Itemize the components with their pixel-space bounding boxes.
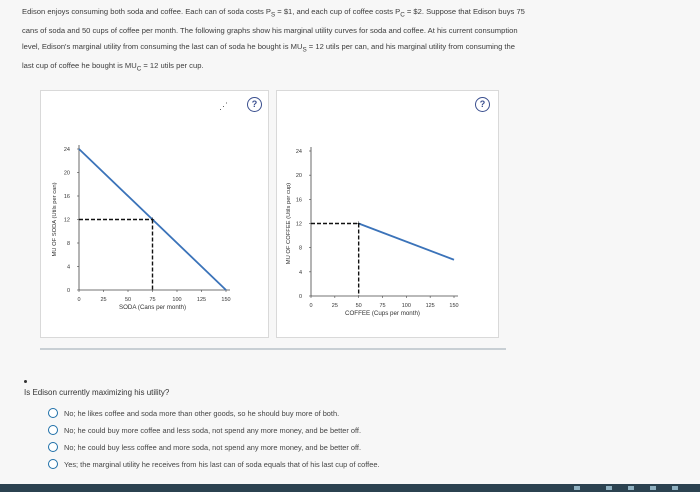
problem-line-3: level, Edison's marginal utility from consuming the last can of soda he bought is $MU_S = 12$ utils per can, and his marginal utility from consuming the	[22, 41, 515, 54]
question-text: Is Edison currently maximizing his utility?	[24, 388, 170, 397]
y-axis-label: MU OF SODA (Utils per can)	[52, 182, 58, 257]
y-tick-label: 4	[298, 269, 302, 276]
x-tick-label: 125	[196, 297, 207, 303]
answer-option-label: Yes; the marginal utility he receives from his last can of soda equals that of his last cup of coffee.	[64, 459, 380, 469]
answer-option[interactable]	[48, 456, 380, 472]
x-tick-label: 75	[379, 303, 386, 309]
radio-button[interactable]	[48, 459, 58, 469]
y-tick-label: 16	[295, 197, 302, 204]
x-tick-label: 100	[172, 297, 182, 303]
y-tick-label: 24	[63, 147, 70, 153]
answer-option[interactable]	[48, 439, 361, 455]
y-tick-label: 4	[66, 264, 70, 271]
x-tick-label: 125	[425, 303, 435, 309]
current-point-marker: +	[150, 216, 155, 224]
help-button[interactable]: ?	[475, 97, 490, 112]
x-tick-label: 25	[100, 297, 107, 303]
section-divider	[40, 348, 506, 350]
x-tick-label: 150	[449, 303, 459, 309]
x-tick-label: 25	[331, 303, 338, 309]
y-tick-label: 8	[66, 241, 70, 247]
taskbar	[0, 484, 700, 492]
taskbar-item[interactable]	[574, 486, 580, 490]
y-tick-label: 12	[63, 217, 70, 224]
y-tick-label: 20	[63, 170, 70, 177]
taskbar-item[interactable]	[606, 486, 612, 490]
problem-line-4: last cup of coffee he bought is $MU_C = 12$ utils per cup.	[22, 60, 204, 73]
soda-graph-panel	[40, 90, 269, 338]
coffee-chart	[277, 91, 498, 337]
answer-option-label: No; he could buy more coffee and less soda, not spend any more money, and be better off.	[64, 425, 362, 435]
x-tick-label: 0	[309, 303, 313, 309]
x-tick-label: 150	[221, 297, 231, 303]
y-tick-label: 16	[63, 194, 70, 200]
radio-button[interactable]	[48, 442, 58, 452]
answer-option-label: No; he could buy less coffee and more soda, not spend any more money, and be better off.	[64, 442, 362, 452]
help-button[interactable]: ?	[247, 97, 262, 112]
x-axis-label: COFFEE (Cups per month)	[345, 310, 420, 317]
radio-button[interactable]	[48, 425, 58, 435]
current-point-marker: +	[356, 220, 361, 228]
taskbar-item[interactable]	[628, 486, 634, 490]
soda-chart	[41, 91, 268, 337]
coffee-graph-panel	[276, 90, 499, 338]
y-axis-label: MU OF COFFEE (Utils per cup)	[286, 182, 292, 265]
y-tick-label: 0	[298, 294, 302, 300]
x-tick-label: 50	[355, 303, 362, 309]
marginal-utility-curve	[359, 224, 454, 260]
x-tick-label: 0	[77, 297, 81, 303]
problem-statement	[22, 4, 672, 77]
y-tick-label: 12	[295, 221, 302, 228]
bullet-marker	[24, 380, 27, 383]
taskbar-item[interactable]	[650, 486, 656, 490]
problem-line-1: Edison enjoys consuming both soda and coffee. Each can of soda costs $P_S$ = $1, and each cup of coffee costs $P_C$ = $2. Suppose that Edison buys 75	[22, 7, 525, 19]
x-tick-label: 100	[401, 303, 411, 309]
taskbar-item[interactable]	[672, 486, 678, 490]
radio-button[interactable]	[48, 408, 58, 418]
y-tick-label: 8	[298, 245, 302, 252]
answer-option[interactable]	[48, 405, 339, 421]
x-axis-label: SODA (Cans per month)	[118, 304, 187, 311]
y-tick-label: 0	[66, 288, 70, 294]
x-tick-label: 50	[124, 297, 132, 303]
answer-option[interactable]	[48, 422, 361, 438]
problem-line-2: cans of soda and 50 cups of coffee per month. The following graphs show his marginal utility curves for soda and coffee. At his current consumption	[22, 26, 518, 36]
x-tick-label: 75	[149, 297, 156, 303]
answer-option-label: No; he likes coffee and soda more than other goods, so he should buy more of both.	[64, 408, 340, 418]
y-tick-label: 24	[295, 149, 302, 155]
tool-icon[interactable]: ⋰	[219, 101, 228, 111]
y-tick-label: 20	[295, 173, 302, 180]
